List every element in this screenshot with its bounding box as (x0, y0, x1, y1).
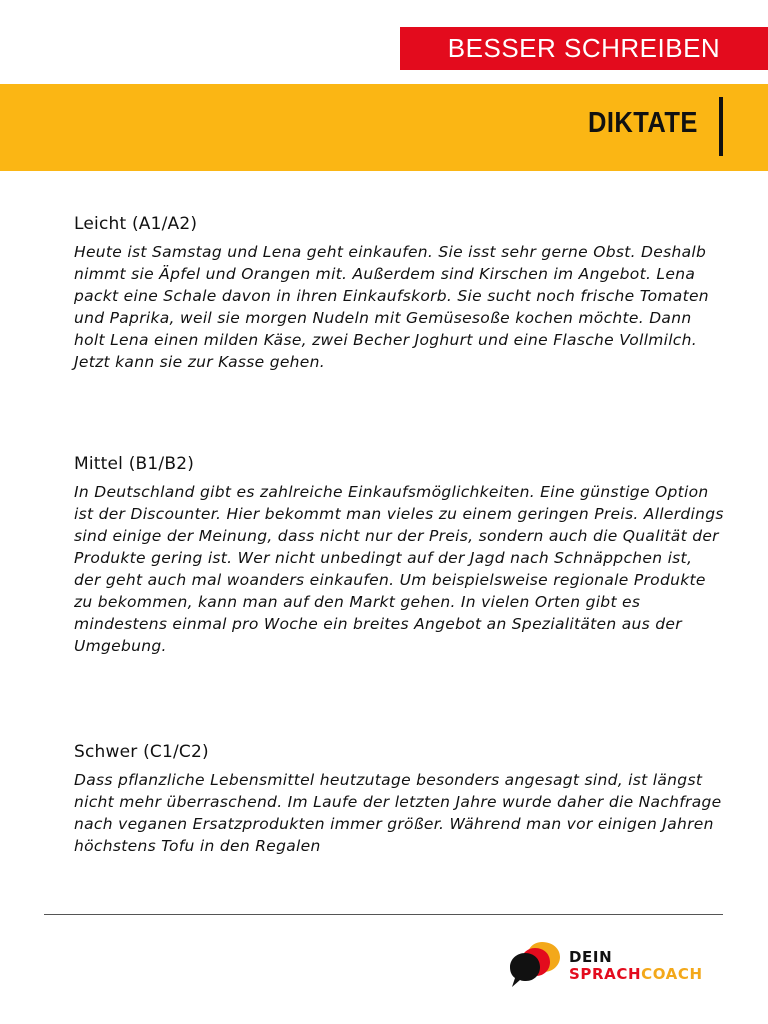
footer-divider (44, 914, 723, 915)
banner-label: BESSER SCHREIBEN (447, 33, 721, 63)
section-heading: Schwer (C1/C2) (74, 742, 209, 762)
brand-logo (508, 940, 728, 992)
header-banner (400, 27, 768, 70)
section-text: Dass pflanzliche Lebensmittel heutzutage besonders angesagt sind, ist längst nicht mehr überraschend. Im Laufe der letzten Jahre wurde daher die Nachfrage nach veganen Ersatzprodukten immer größer. Während man vor einigen Jahren höchstens Tofu in den Regalen (74, 771, 722, 855)
section-text: Heute ist Samstag und Lena geht einkaufen. Sie isst sehr gerne Obst. Deshalb nimmt sie Äpfel und Orangen mit. Außerdem sind Kirschen im Angebot. Lena packt eine Schale davon in ihren Einkaufskorb. Sie sucht noch frische Tomaten und Paprika, weil sie morgen Nudeln mit Gemüsesoße kochen möchte. Dann holt Lena einen milden Käse, zwei Becher Joghurt und eine Flasche Vollmilch. Jetzt kann sie zur Kasse gehen. (74, 243, 709, 371)
section-text: In Deutschland gibt es zahlreiche Einkaufsmöglichkeiten. Eine günstige Option ist der Discounter. Hier bekommt man vieles zu einem geringen Preis. Allerdings sind einige der Meinung, dass nicht nur der Preis, sondern auch die Qualität der Produkte gering ist. Wer nicht unbedingt auf der Jagd nach Schnäppchen ist, der geht auch mal woanders einkaufen. Um beispielsweise regionale Produkte zu bekommen, kann man auf den Markt gehen. In vielen Orten gibt es mindestens einmal pro Woche ein breites Angebot an Spezialitäten aus der Umgebung. (74, 483, 724, 655)
section-mittel (74, 454, 724, 657)
section-leicht (74, 214, 724, 373)
section-schwer (74, 742, 724, 857)
logo-coach: COACH (641, 965, 703, 983)
logo-line1: DEIN (569, 948, 613, 966)
logo-sprach: SPRACH (569, 965, 642, 983)
section-heading: Leicht (A1/A2) (74, 214, 198, 234)
page-title: DIKTATE (588, 107, 698, 139)
logo-wordmark (569, 949, 703, 983)
speech-bubbles-icon (508, 940, 564, 990)
section-heading: Mittel (B1/B2) (74, 454, 195, 474)
title-divider (719, 97, 723, 156)
